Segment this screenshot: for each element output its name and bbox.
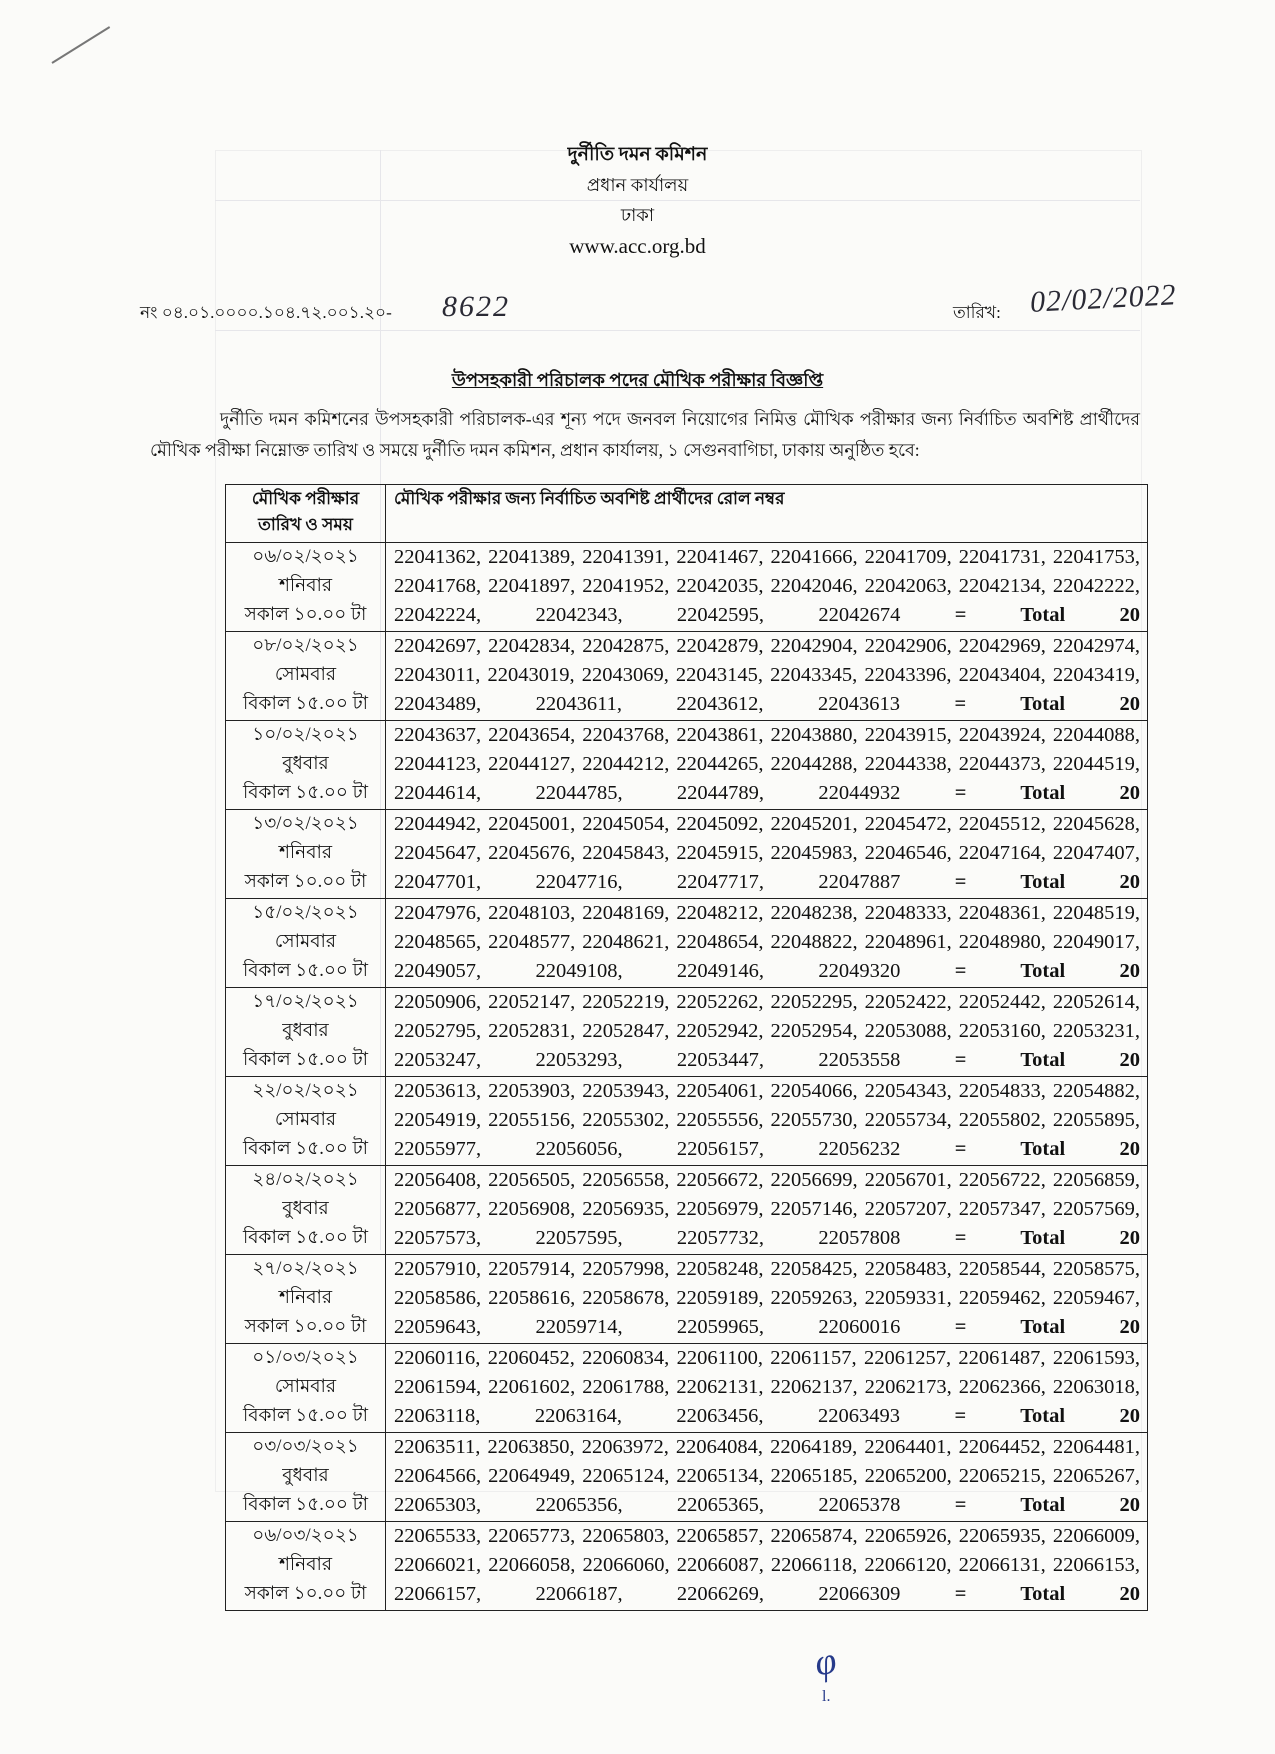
- roll-numbers-cell: [386, 1077, 1148, 1166]
- date-time-cell: [226, 632, 386, 721]
- header-date-time: [226, 485, 386, 543]
- exam-time: সকাল ১০.০০ টা: [244, 605, 367, 625]
- roll-numbers: 22057910, 22057914, 22057998, 22058248, 22058425, 22058483, 22058544, 22058575, 22058586, 22058616, 22058678, 22059189, 22059263, 22059331, 22059462, 22059467, 22059643, 22059714, 22059965, 22060016: [394, 1258, 1140, 1338]
- table-row: [226, 1344, 1148, 1433]
- exam-day: শনিবার: [278, 1555, 333, 1575]
- exam-day: সোমবার: [274, 665, 337, 685]
- viva-schedule-table: [225, 484, 1148, 1611]
- roll-total: = Total 20: [954, 1138, 1141, 1160]
- exam-day: সোমবার: [274, 1377, 337, 1397]
- initials-signature: φ: [811, 1639, 840, 1685]
- roll-total: = Total 20: [954, 1583, 1141, 1605]
- roll-numbers: 22065533, 22065773, 22065803, 22065857, 22065874, 22065926, 22065935, 22066009, 22066021, 22066058, 22066060, 22066087, 22066118, 22066120, 22066131, 22066153, 22066157, 22066187, 22066269, 22066309: [394, 1525, 1140, 1605]
- roll-numbers: 22043637, 22043654, 22043768, 22043861, 22043880, 22043915, 22043924, 22044088, 22044123, 22044127, 22044212, 22044265, 22044288, 22044338, 22044373, 22044519, 22044614, 22044785, 22044789, 22044932: [394, 724, 1140, 804]
- exam-day: শনিবার: [278, 1288, 333, 1308]
- exam-date: ১০/০২/২০২১: [252, 725, 359, 745]
- exam-time: বিকাল ১৫.০০ টা: [242, 1495, 369, 1515]
- table-row: [226, 988, 1148, 1077]
- roll-total: = Total 20: [954, 871, 1141, 893]
- roll-numbers-cell: [386, 1166, 1148, 1255]
- exam-day: বুধবার: [282, 1021, 329, 1041]
- roll-numbers-cell: [386, 721, 1148, 810]
- exam-time: সকাল ১০.০০ টা: [244, 1317, 367, 1337]
- date-time-cell: [226, 1166, 386, 1255]
- roll-numbers-cell: [386, 810, 1148, 899]
- notice-intro: [150, 404, 1140, 466]
- org-city: ঢাকা: [620, 205, 655, 225]
- exam-date: ২৪/০২/২০২১: [252, 1170, 359, 1190]
- table-row: [226, 1433, 1148, 1522]
- roll-total: = Total 20: [954, 1405, 1141, 1427]
- exam-time: বিকাল ১৫.০০ টা: [242, 694, 369, 714]
- roll-total: = Total 20: [954, 960, 1141, 982]
- roll-total: = Total 20: [954, 1316, 1141, 1338]
- roll-numbers: 22053613, 22053903, 22053943, 22054061, 22054066, 22054343, 22054833, 22054882, 22054919, 22055156, 22055302, 22055556, 22055730, 22055734, 22055802, 22055895, 22055977, 22056056, 22056157, 22056232: [394, 1080, 1140, 1160]
- roll-total: = Total 20: [954, 1227, 1141, 1249]
- date-time-cell: [226, 1433, 386, 1522]
- org-website: www.acc.org.bd: [569, 234, 706, 258]
- exam-day: বুধবার: [282, 1199, 329, 1219]
- roll-numbers: 22060116, 22060452, 22060834, 22061100, 22061157, 22061257, 22061487, 22061593, 22061594, 22061602, 22061788, 22062131, 22062137, 22062173, 22062366, 22063018, 22063118, 22063164, 22063456, 22063493: [394, 1347, 1140, 1427]
- table-row: [226, 543, 1148, 632]
- exam-time: সকাল ১০.০০ টা: [244, 872, 367, 892]
- table-header-row: [226, 485, 1148, 543]
- table-row: [226, 1255, 1148, 1344]
- exam-date: ১৫/০২/২০২১: [252, 903, 359, 923]
- exam-day: সোমবার: [274, 1110, 337, 1130]
- exam-date: ০৬/০২/২০২১: [252, 547, 359, 567]
- roll-numbers: 22063511, 22063850, 22063972, 22064084, 22064189, 22064401, 22064452, 22064481, 22064566, 22064949, 22065124, 22065134, 22065185, 22065200, 22065215, 22065267, 22065303, 22065356, 22065365, 22065378: [394, 1436, 1140, 1516]
- exam-date: ০৮/০২/২০২১: [252, 636, 359, 656]
- table-row: [226, 1166, 1148, 1255]
- date-time-cell: [226, 810, 386, 899]
- roll-numbers: 22056408, 22056505, 22056558, 22056672, 22056699, 22056701, 22056722, 22056859, 22056877, 22056908, 22056935, 22056979, 22057146, 22057207, 22057347, 22057569, 22057573, 22057595, 22057732, 22057808: [394, 1169, 1140, 1249]
- memo-number-handwritten: 8622: [442, 290, 510, 323]
- notice-subject: উপসহকারী পরিচালক পদের মৌখিক পরীক্ষার বিজ্ঞপ্তি: [451, 370, 824, 390]
- roll-total: = Total 20: [954, 1049, 1141, 1071]
- exam-date: ০১/০৩/২০২১: [252, 1348, 359, 1368]
- exam-date: ০৩/০৩/২০২১: [252, 1437, 359, 1457]
- roll-numbers-cell: [386, 1433, 1148, 1522]
- exam-date: ১৩/০২/২০২১: [252, 814, 359, 834]
- roll-numbers-cell: [386, 1522, 1148, 1611]
- initials-mark: l.: [822, 1688, 831, 1705]
- intro-paragraph: দুর্নীতি দমন কমিশনের উপসহকারী পরিচালক-এর শূন্য পদে জনবল নিয়োগের নিমিত্ত মৌখিক পরীক্ষার জন্য নির্বাচিত অবশিষ্ট প্রার্থীদের মৌখিক পরীক্ষা নিম্নোক্ত তারিখ ও সময়ে দুর্নীতি দমন কমিশন, প্রধান কার্যালয়, ১ সেগুনবাগিচা, ঢাকায় অনুষ্ঠিত হবে:: [150, 409, 1140, 460]
- roll-total: = Total 20: [954, 604, 1141, 626]
- roll-numbers-cell: [386, 899, 1148, 988]
- exam-day: শনিবার: [278, 576, 333, 596]
- roll-total: = Total 20: [954, 693, 1141, 715]
- date-time-cell: [226, 1522, 386, 1611]
- exam-date: ০৬/০৩/২০২১: [252, 1526, 359, 1546]
- letterhead: [0, 140, 1275, 262]
- roll-numbers-cell: [386, 543, 1148, 632]
- org-title: দুর্নীতি দমন কমিশন: [567, 144, 708, 165]
- exam-time: বিকাল ১৫.০০ টা: [242, 1050, 369, 1070]
- header-date-line2: তারিখ ও সময়: [258, 515, 353, 534]
- roll-numbers: 22041362, 22041389, 22041391, 22041467, 22041666, 22041709, 22041731, 22041753, 22041768, 22041897, 22041952, 22042035, 22042046, 22042063, 22042134, 22042222, 22042224, 22042343, 22042595, 22042674: [394, 546, 1140, 626]
- org-office: প্রধান কার্যালয়: [586, 175, 689, 195]
- roll-numbers-cell: [386, 1255, 1148, 1344]
- roll-numbers-cell: [386, 632, 1148, 721]
- exam-day: সোমবার: [274, 932, 337, 952]
- roll-numbers: 22050906, 22052147, 22052219, 22052262, 22052295, 22052422, 22052442, 22052614, 22052795, 22052831, 22052847, 22052942, 22052954, 22053088, 22053160, 22053231, 22053247, 22053293, 22053447, 22053558: [394, 991, 1140, 1071]
- header-roll-numbers: মৌখিক পরীক্ষার জন্য নির্বাচিত অবশিষ্ট প্রার্থীদের রোল নম্বর: [386, 485, 1148, 543]
- exam-time: বিকাল ১৫.০০ টা: [242, 961, 369, 981]
- date-time-cell: [226, 721, 386, 810]
- date-time-cell: [226, 1344, 386, 1433]
- table-row: [226, 721, 1148, 810]
- roll-numbers-cell: [386, 988, 1148, 1077]
- exam-date: ২৭/০২/২০২১: [252, 1259, 359, 1279]
- pen-stroke-mark: [51, 26, 110, 64]
- roll-numbers: 22044942, 22045001, 22045054, 22045092, 22045201, 22045472, 22045512, 22045628, 22045647, 22045676, 22045843, 22045915, 22045983, 22046546, 22047164, 22047407, 22047701, 22047716, 22047717, 22047887: [394, 813, 1140, 893]
- exam-time: বিকাল ১৫.০০ টা: [242, 1406, 369, 1426]
- date-label: তারিখ:: [953, 303, 1001, 322]
- roll-numbers: 22047976, 22048103, 22048169, 22048212, 22048238, 22048333, 22048361, 22048519, 22048565, 22048577, 22048621, 22048654, 22048822, 22048961, 22048980, 22049017, 22049057, 22049108, 22049146, 22049320: [394, 902, 1140, 982]
- date-time-cell: [226, 1077, 386, 1166]
- header-date-line1: মৌখিক পরীক্ষার: [251, 489, 360, 508]
- exam-time: সকাল ১০.০০ টা: [244, 1584, 367, 1604]
- roll-total: = Total 20: [954, 1494, 1141, 1516]
- roll-numbers: 22042697, 22042834, 22042875, 22042879, 22042904, 22042906, 22042969, 22042974, 22043011, 22043019, 22043069, 22043145, 22043345, 22043396, 22043404, 22043419, 22043489, 22043611, 22043612, 22043613: [394, 635, 1140, 715]
- exam-time: বিকাল ১৫.০০ টা: [242, 1228, 369, 1248]
- table-row: [226, 899, 1148, 988]
- exam-day: শনিবার: [278, 843, 333, 863]
- date-handwritten: 02/02/2022: [1029, 278, 1178, 319]
- exam-day: বুধবার: [282, 754, 329, 774]
- date-time-cell: [226, 543, 386, 632]
- roll-total: = Total 20: [954, 782, 1141, 804]
- bleed-through-line: [215, 330, 1140, 331]
- roll-numbers-cell: [386, 1344, 1148, 1433]
- exam-day: বুধবার: [282, 1466, 329, 1486]
- table-row: [226, 1077, 1148, 1166]
- exam-time: বিকাল ১৫.০০ টা: [242, 1139, 369, 1159]
- table-row: [226, 810, 1148, 899]
- exam-date: ১৭/০২/২০২১: [252, 992, 359, 1012]
- exam-date: ২২/০২/২০২১: [252, 1081, 359, 1101]
- table-row: [226, 1522, 1148, 1611]
- exam-time: বিকাল ১৫.০০ টা: [242, 783, 369, 803]
- table-body: [226, 543, 1148, 1611]
- date-time-cell: [226, 1255, 386, 1344]
- date-time-cell: [226, 988, 386, 1077]
- table-row: [226, 632, 1148, 721]
- date-time-cell: [226, 899, 386, 988]
- memo-number: নং ০৪.০১.০০০০.১০৪.৭২.০০১.২০-: [140, 303, 392, 322]
